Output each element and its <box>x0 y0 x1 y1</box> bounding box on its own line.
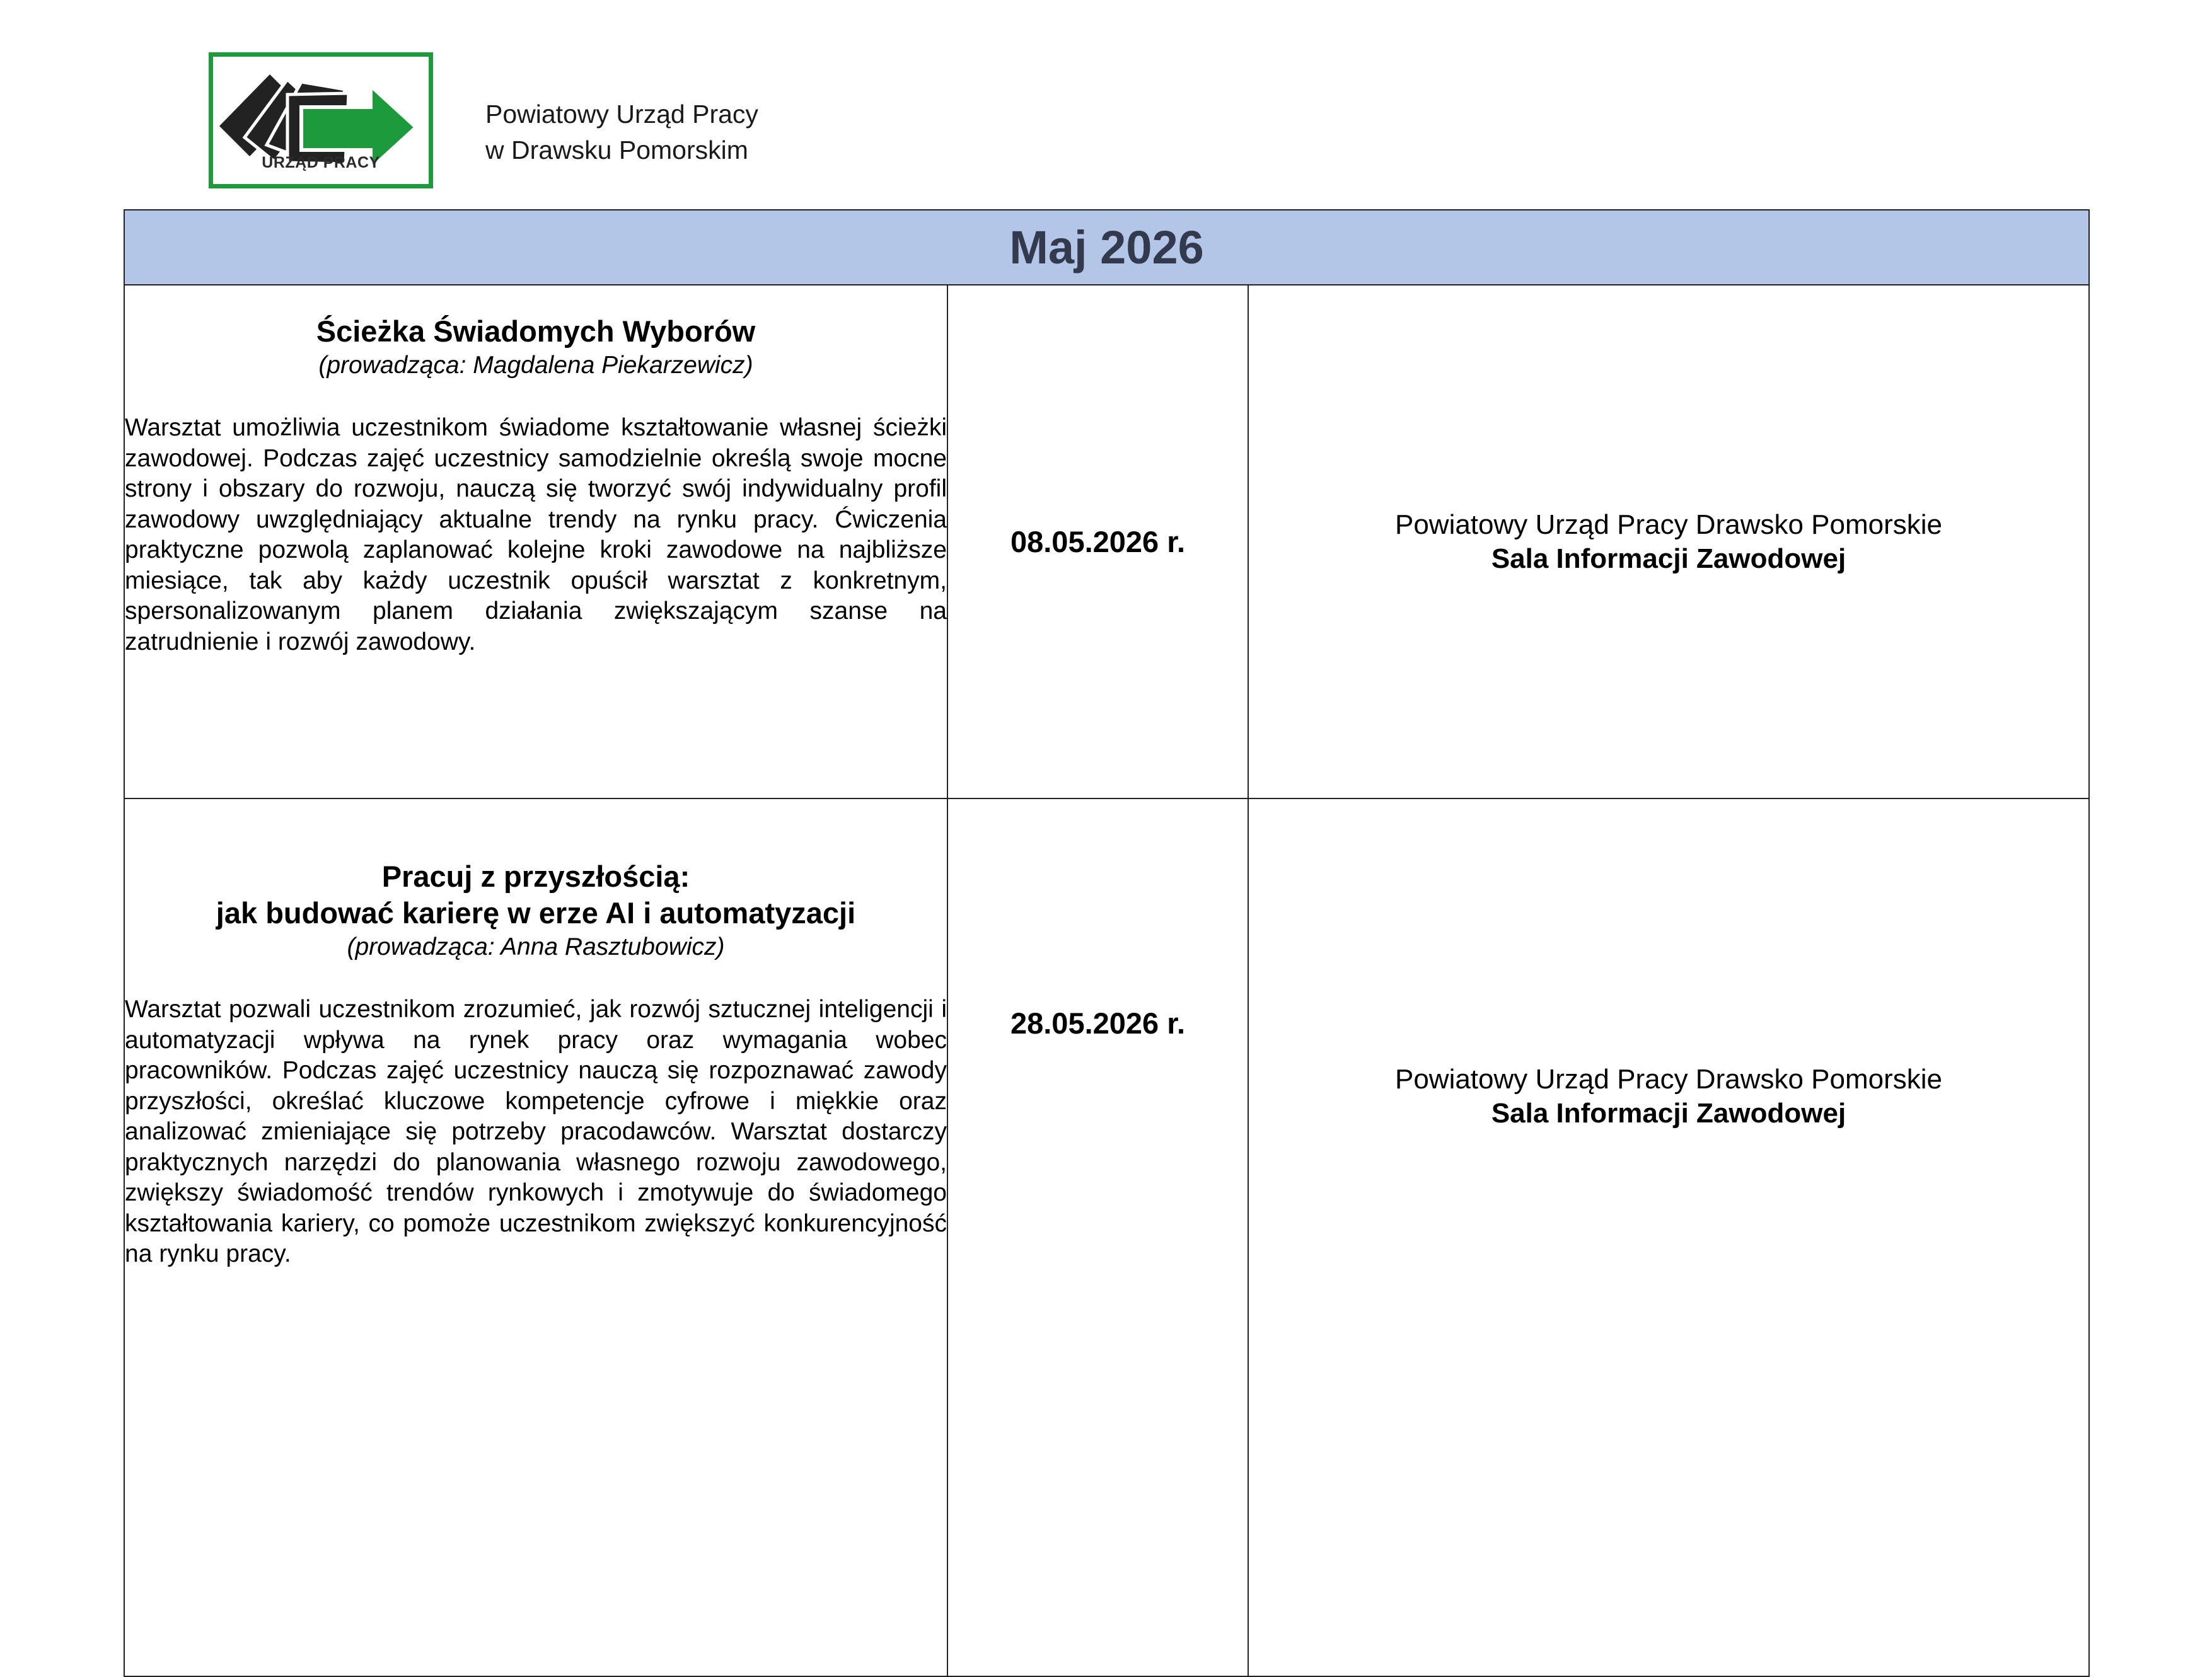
workshop-description-cell <box>124 798 947 1676</box>
table-row <box>124 798 2089 1676</box>
workshop-leader: (prowadząca: Magdalena Piekarzewicz) <box>318 352 753 379</box>
organization-line-2: w Drawsku Pomorskim <box>485 135 748 164</box>
workshop-title-line-1: Pracuj z przyszłością: <box>381 860 690 893</box>
workshop-description: Warsztat umożliwia uczestnikom świadome kształtowanie własnej ścieżki zawodowej. Podczas zajęć uczestnicy samodzielnie określą swoje mocne strony i obszary do rozwoju, nauczą się tworzyć swój indywidualny profil zawodowy uwzględniający aktualne trendy na rynku pracy. Ćwiczenia praktyczne pozwolą zaplanować kolejne kroki zawodowe na najbliższe miesiące, tak aby każdy uczestnik opuścił warsztat z konkretnym, spersonalizowanym planem działania zwiększającym szanse na zatrudnienie i rozwój zawodowy. <box>125 414 947 655</box>
workshop-description: Warsztat pozwali uczestnikom zrozumieć, jak rozwój sztucznej inteligencji i automatyzacji wpływa na rynek pracy oraz wymagania wobec pracowników. Podczas zajęć uczestnicy nauczą się rozpoznawać zawody przyszłości, określać kluczowe kompetencje cyfrowe i miękkie oraz analizować zmieniające się potrzeby pracodawców. Warsztat dostarczy praktycznych narzędzi do planowania własnego rozwoju zawodowego, zwiększy świadomość trendów rynkowych i zmotywuje do świadomego kształtowania kariery, co pomoże uczestnikom zwiększyć konkurencyjność na rynku pracy. <box>125 996 947 1267</box>
urzad-pracy-logo <box>209 52 433 188</box>
workshop-schedule-table <box>124 209 2090 1677</box>
workshop-date: 28.05.2026 r. <box>947 798 1248 1676</box>
organization-line-1: Powiatowy Urząd Pracy <box>485 100 758 129</box>
workshop-date: 08.05.2026 r. <box>947 285 1248 798</box>
workshop-location: Powiatowy Urząd Pracy Drawsko Pomorskie <box>1394 509 1943 540</box>
workshop-title: Ścieżka Świadomych Wyborów <box>316 314 756 348</box>
workshop-room: Sala Informacji Zawodowej <box>1491 1098 1846 1129</box>
organization-name <box>485 96 758 168</box>
workshop-title-line-2: jak budować karierę w erze AI i automatyzacji <box>216 896 856 930</box>
table-row <box>124 285 2089 798</box>
workshop-leader: (prowadząca: Anna Rasztubowicz) <box>347 933 725 960</box>
workshop-location-cell <box>1248 798 2089 1676</box>
workshop-location-cell <box>1248 285 2089 798</box>
workshop-description-cell <box>124 285 947 798</box>
month-header: Maj 2026 <box>124 210 2089 285</box>
workshop-location: Powiatowy Urząd Pracy Drawsko Pomorskie <box>1394 1064 1943 1095</box>
workshop-room: Sala Informacji Zawodowej <box>1491 543 1846 574</box>
logo-text: URZĄD PRACY <box>262 154 380 171</box>
